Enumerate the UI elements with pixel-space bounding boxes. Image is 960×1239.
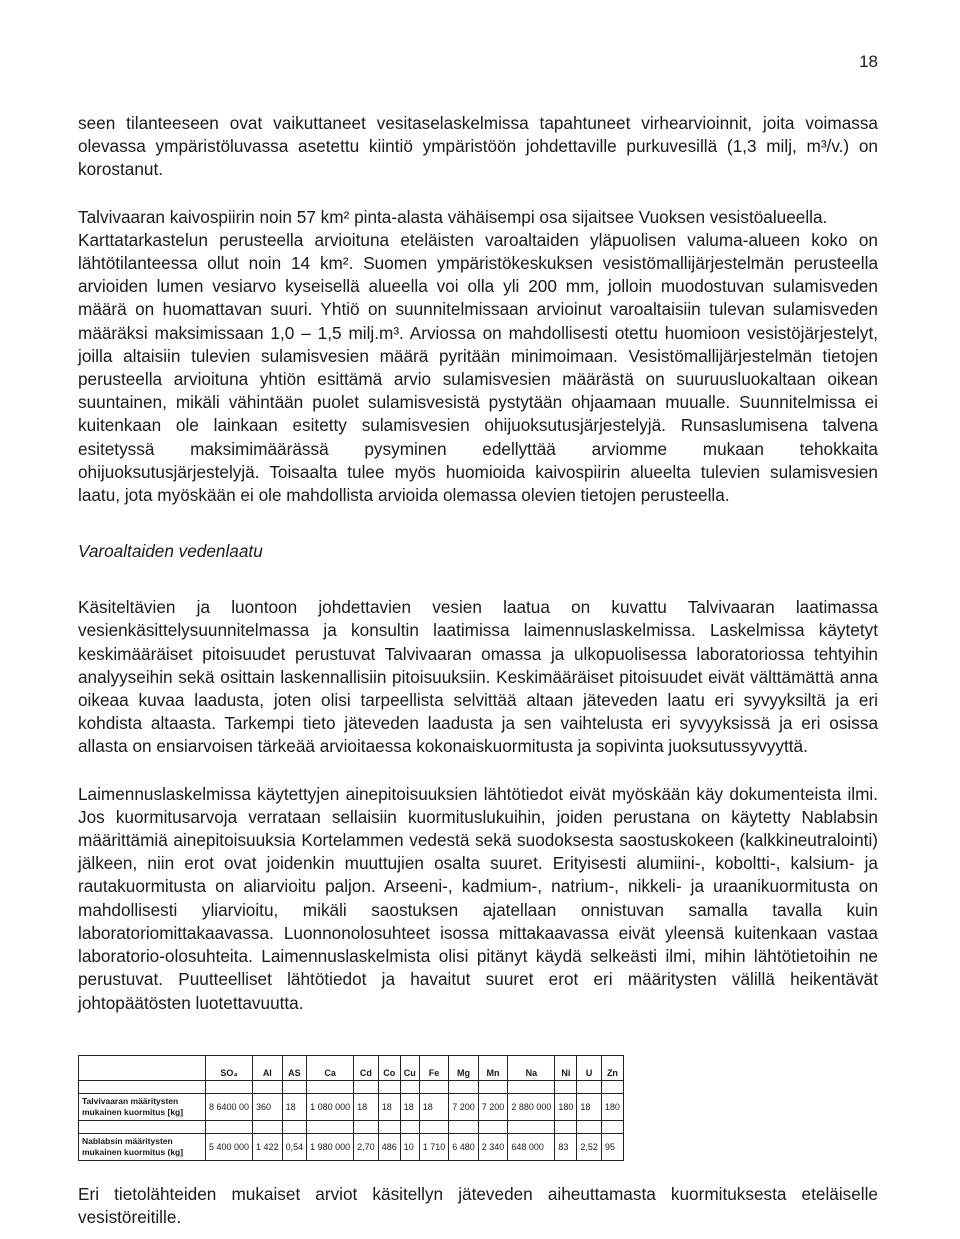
row-label-line: Talvivaaran määritysten [82,1095,179,1106]
table-header-cell: Na [508,1055,555,1080]
table-cell: 18 [400,1093,419,1120]
table-cell: 648 000 [508,1133,555,1160]
paragraph-water-quality: Käsiteltävien ja luontoon johdettavien vesien laatua on kuvattu Talvivaaran laatimassa vesienkäsittelysuunnitelmassa ja konsultin laatimissa laimennuslaskelmissa. Laskelmissa käytetyt keskimääräiset pitoisuudet perustuvat Talvivaaran omassa ja ulkopuolisessa laboratoriossa tehtyihin analyyseihin sekä osittain laskennallisiin pitoisuuksiin. Keskimääräiset pitoisuudet eivät välttämättä anna oikeaa kuvaa laadusta, joten olisi tarpeellista selvittää altaan jäteveden laatu eri syvyyksiltä ja eri kohdista altaasta. Tarkempi tieto jäteveden laadusta ja sen vaihtelusta eri syvyyksissä ja eri osissa allasta on ensiarvoisen tärkeää arvioitaessa kokonaiskuormitusta ja sopivinta juoksutussyvyyttä. [78,597,878,757]
table-header-cell: Co [378,1055,400,1080]
table-cell: 2,52 [577,1133,602,1160]
table-cell: 18 [282,1093,307,1120]
table-row [79,1133,624,1160]
row-label-line: mukainen kuormitus (kg] [82,1146,184,1157]
table-cell: 2 880 000 [508,1093,555,1120]
paragraph-catchment: Talvivaaran kaivospiirin noin 57 km² pinta-alasta vähäisempi osa sijaitsee Vuoksen vesistöalueella. [78,206,828,227]
table-header-cell: Cu [400,1055,419,1080]
table-cell: 83 [555,1133,577,1160]
paragraph-snowmelt: Karttatarkastelun perusteella arvioituna eteläisten varoaltaiden yläpuolisen valuma-alueen koko on lähtötilanteessa ollut noin 14 km². Suomen ympäristökeskuksen vesistömallijärjestelmän perusteella arvioiden lumen vesiarvo kyseisellä alueella voi olla yli 200 mm, jolloin muodostuvan sulamisveden määrä on huomattavan suuri. Yhtiö on suunnitelmissaan arvioinut varoaltaisiin tulevan sulamisveden määräksi maksimissaan 1,0 – 1,5 milj.m³. Arviossa on mahdollisesti otettu huomioon vesistöjärjestelyt, joilla altaisiin tulevien sulamisvesien määrä pyritään minimoimaan. Vesistömallijärjestelmän tietojen perusteella arvioituna yhtiön esittämä arvio sulamisvesien määrästä on suuruusluokaltaan oikean suuntainen, mikäli vähintään puolet sulamisvesistä pystytään ohjaamaan muualle. Suunnitelmissa ei kuitenkaan ole lainkaan esitetty sulamisvesien ohijuoksutusjärjestelyjä. Runsaslumisena talvena esitetyssä maksimimäärässä pysyminen edellyttää arviomme mukaan tehokkaita ohijuoksutusjärjestelyjä. Toisaalta tulee myös huomioida kaivospiirin alueelta tulevien sulamisvesien laatu, jota myöskään ei ole mahdollista arvioida olemassa olevien tietojen perusteella. [78,229,878,506]
table-corner-cell [79,1055,206,1080]
table-cell: 10 [400,1133,419,1160]
row-label-talvivaara [79,1093,206,1120]
table-row [79,1093,624,1120]
table-cell: 8 6400 00 [206,1093,253,1120]
table-cell: 5 400 000 [206,1133,253,1160]
table-caption: Eri tietolähteiden mukaiset arviot käsitellyn jäteveden aiheuttamasta kuormituksesta eteläiselle vesistöreitille. [78,1183,878,1227]
table-cell: 2 340 [478,1133,508,1160]
paragraph-dilution: Laimennuslaskelmissa käytettyjen ainepitoisuuksien lähtötiedot eivät myöskään käy dokumenteista ilmi. Jos kuormitusarvoja verrataan sellaisiin kuormituslukuihin, joiden perustana on käytetty Nablabsin määrittämiä ainepitoisuuksia Kortelammen vedestä sekä suodoksesta saostuskokeen (kalkkineutralointi) jälkeen, niin erot ovat joidenkin muuttujien osalta suuret. Erityisesti alumiini-, koboltti-, kalsium- ja rautakuormitusta on aliarvioitu paljon. Arseeni-, kadmium-, natrium-, nikkeli- ja uraanikuormitusta on mahdollisesti yliarvioitu, mikäli saostuksen ajatellaan onnistuvan samalla tavalla kuin laboratoriomittakaavassa. Luonnonolosuhteet isossa mittakaavassa eivät yleensä kuitenkaan vastaa laboratorio-olosuhteita. Laimennuslaskelmista olisi pitänyt käydä selkeästi ilmi, mihin lähtötietoihin ne perustuvat. Puutteelliset lähtötiedot ja havaitut suuret erot eri määritysten välillä heikentävät johtopäätösten luotettavuutta. [78,783,878,1013]
table-header-cell: Cd [354,1055,379,1080]
section-heading: Varoaltaiden vedenlaatu [78,541,263,562]
table-cell: 18 [577,1093,602,1120]
table-cell: 2,70 [354,1133,379,1160]
document-body [78,112,878,1229]
table-header-row [79,1055,624,1080]
table-cell: 1 710 [419,1133,449,1160]
table-header-cell: U [577,1055,602,1080]
table-cell: 18 [354,1093,379,1120]
table-cell: 360 [253,1093,283,1120]
table-cell: 180 [555,1093,577,1120]
table-spacer-row [79,1120,624,1133]
table-cell: 180 [601,1093,623,1120]
table-header-cell: SO₄ [206,1055,253,1080]
row-label-nablabs [79,1133,206,1160]
table-cell: 1 980 000 [307,1133,354,1160]
table-header-cell: Mg [449,1055,479,1080]
table-header-cell: Al [253,1055,283,1080]
table-cell: 7 200 [478,1093,508,1120]
table-header-cell: Fe [419,1055,449,1080]
page-number: 18 [859,52,878,71]
table-header-cell: Ni [555,1055,577,1080]
table-cell: 0,54 [282,1133,307,1160]
table-cell: 6 480 [449,1133,479,1160]
table-spacer-row [79,1080,624,1093]
table-header-cell: Zn [601,1055,623,1080]
table-header-cell: Mn [478,1055,508,1080]
row-label-line: Nablabsin määritysten [82,1135,173,1146]
paragraph-intro: seen tilanteeseen ovat vaikuttaneet vesitaselaskelmissa tapahtuneet virhearvioinnit, joita voimassa olevassa ympäristöluvassa asetettu kiintiö ympäristöön johdettaville purkuvesillä (1,3 milj, m³/v.) on korostanut. [78,113,878,180]
table-cell: 1 422 [253,1133,283,1160]
load-comparison-table [78,1055,624,1161]
table-header-cell: AS [282,1055,307,1080]
table-cell: 95 [601,1133,623,1160]
row-label-line: mukainen kuormitus [kg] [82,1106,184,1117]
table-cell: 18 [419,1093,449,1120]
table-cell: 18 [378,1093,400,1120]
table-header-cell: Ca [307,1055,354,1080]
table-cell: 1 080 000 [307,1093,354,1120]
table-cell: 7 200 [449,1093,479,1120]
table-cell: 486 [378,1133,400,1160]
